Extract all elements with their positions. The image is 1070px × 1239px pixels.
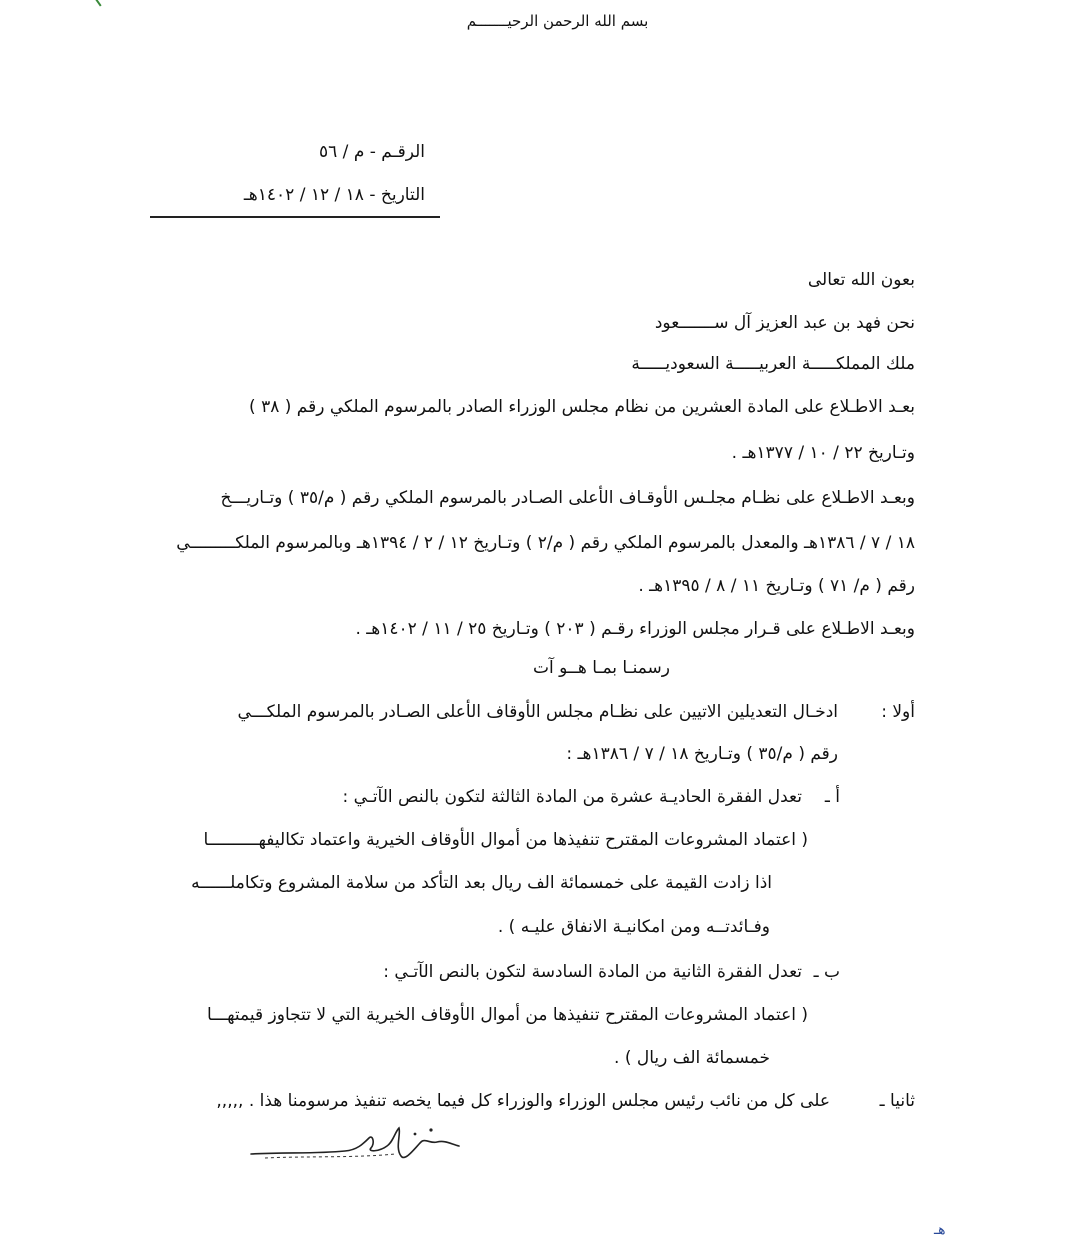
sub-b-label: ب ـ xyxy=(813,962,840,982)
reference-date: التاريخ - ١٨ / ١٢ / ١٤٠٢هـ xyxy=(243,185,425,205)
second-clause-text: على كل من نائب رئيس مجلس الوزراء والوزراء كل فيما يخصه تنفيذ مرسومنا هذا . ,,,,, xyxy=(216,1091,830,1111)
preamble-line-2c: رقم ( م/ ٧١ ) وتـاريخ ١١ / ٨ / ١٣٩٥هـ . xyxy=(638,576,915,596)
sub-b-intro: تعدل الفقرة الثانية من المادة السادسة لتكون بالنص الآتـي : xyxy=(383,962,802,982)
preamble-line-1a: بعـد الاطـلاع على المادة العشرين من نظام مجلس الوزراء الصادر بالمرسوم الملكي رقم ( ٣٨ ) xyxy=(249,397,915,417)
sub-b-quote-line-2: خمسمائة الف ريال ) . xyxy=(614,1048,770,1068)
header-divider xyxy=(150,216,440,218)
first-clause-line-b: رقم ( م/٣٥ ) وتـاريخ ١٨ / ٧ / ١٣٨٦هـ : xyxy=(566,744,838,764)
first-clause-label: أولا : xyxy=(881,702,915,722)
sub-a-quote-line-3: وفـائدتــه ومن امكانيـة الانفاق عليـه ) . xyxy=(497,917,770,937)
sub-a-quote-line-2: اذا زادت القيمة على خمسمائة الف ريال بعد التأكد من سلامة المشروع وتكاملــــــه xyxy=(191,873,772,893)
issuer-title: ملك المملكـــــة العربيـــــة السعوديـــــة xyxy=(631,354,915,374)
preamble-line-2a: وبعـد الاطـلاع على نظـام مجلـس الأوقـاف الأعلى الصـادر بالمرسوم الملكي رقم ( م/٣٥ ) وتـاريـــخ xyxy=(220,488,915,508)
corner-tick-mark xyxy=(94,0,110,7)
sub-b-quote-line-1: ( اعتماد المشروعات المقترح تنفيذها من أموال الأوقاف الخيرية التي لا تتجاوز قيمتهـــا xyxy=(206,1005,808,1025)
decree-phrase: رسمنـا بمـا هــو آت xyxy=(533,658,670,678)
signature-image xyxy=(245,1118,465,1168)
sub-a-intro: تعدل الفقرة الحاديـة عشرة من المادة الثالثة لتكون بالنص الآتـي : xyxy=(342,787,802,807)
issuer-name: نحن فهد بن عبد العزيز آل ســـــــعود xyxy=(654,313,915,333)
sub-a-quote-line-1: ( اعتماد المشروعات المقترح تنفيذها من أموال الأوقاف الخيرية واعتماد تكاليفهــــــــــا xyxy=(203,830,808,850)
first-clause-line-a: ادخـال التعديلين الاتيين على نظـام مجلس الأوقاف الأعلى الصـادر بالمرسوم الملكـــي xyxy=(237,702,838,722)
preamble-line-1b: وتـاريخ ٢٢ / ١٠ / ١٣٧٧هـ . xyxy=(731,443,915,463)
page-mark: هـ xyxy=(934,1222,946,1238)
preamble-line-2b: ١٨ / ٧ / ١٣٨٦هـ والمعدل بالمرسوم الملكي رقم ( م/٢ ) وتـاريخ ١٢ / ٢ / ١٣٩٤هـ وبالمرسوم الملكـــــــــي xyxy=(176,533,915,553)
sub-a-label: أ ـ xyxy=(824,787,840,807)
basmala-heading: بسم الله الرحمن الرحيـــــــم xyxy=(466,12,649,30)
second-clause-label: ثانيا ـ xyxy=(879,1091,915,1111)
preamble-line-3: وبعـد الاطـلاع على قـرار مجلس الوزراء رقـم ( ٢٠٣ ) وتـاريخ ٢٥ / ١١ / ١٤٠٢هـ . xyxy=(355,619,915,639)
invocation-line: بعون الله تعالى xyxy=(807,270,915,290)
reference-number: الرقـم - م / ٥٦ xyxy=(319,142,425,162)
